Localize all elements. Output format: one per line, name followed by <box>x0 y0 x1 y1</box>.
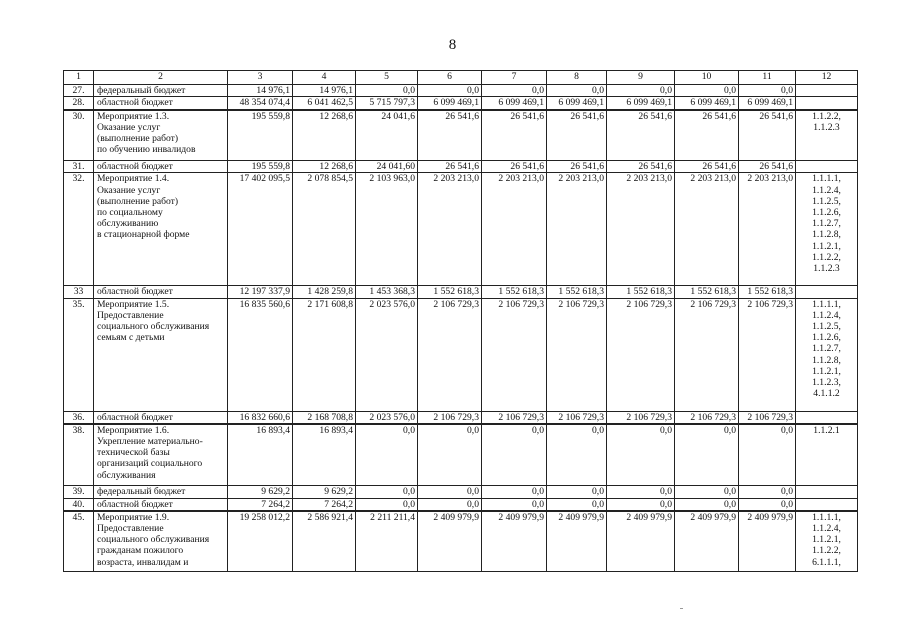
table-row <box>64 424 858 486</box>
value-cell: 26 541,6 <box>547 161 607 173</box>
value-cell: 1 552 618,3 <box>418 286 482 298</box>
target-indicator-cell <box>796 498 858 511</box>
value-cell: 9 629,2 <box>228 486 293 498</box>
row-number: 36. <box>64 411 94 424</box>
value-cell: 2 203 213,0 <box>607 173 675 286</box>
value-cell: 0,0 <box>482 85 547 97</box>
value-cell: 0,0 <box>547 424 607 486</box>
value-cell: 1 453 368,3 <box>356 286 418 298</box>
row-name: областной бюджет <box>94 161 228 173</box>
value-cell: 2 106 729,3 <box>607 411 675 424</box>
table-row <box>64 298 858 411</box>
column-number: 10 <box>675 71 739 85</box>
column-number: 12 <box>796 71 858 85</box>
value-cell: 2 106 729,3 <box>418 411 482 424</box>
value-cell: 2 106 729,3 <box>547 411 607 424</box>
row-name: Мероприятие 1.4. Оказание услуг (выполнение работ) по социальному обслуживанию в стационарной форме <box>94 173 228 286</box>
value-cell: 0,0 <box>739 424 796 486</box>
value-cell: 26 541,6 <box>547 110 607 161</box>
value-cell: 2 409 979,9 <box>547 511 607 572</box>
row-name: областной бюджет <box>94 286 228 298</box>
value-cell: 17 402 095,5 <box>228 173 293 286</box>
value-cell: 12 197 337,9 <box>228 286 293 298</box>
column-number: 3 <box>228 71 293 85</box>
column-number: 6 <box>418 71 482 85</box>
value-cell: 26 541,6 <box>739 110 796 161</box>
row-number: 45. <box>64 511 94 572</box>
value-cell: 0,0 <box>547 498 607 511</box>
value-cell: 26 541,6 <box>739 161 796 173</box>
row-name: Мероприятие 1.6. Укрепление материально- технической базы организаций социального обслуживания <box>94 424 228 486</box>
target-indicator-cell <box>796 161 858 173</box>
value-cell: 2 106 729,3 <box>418 298 482 411</box>
value-cell: 2 203 213,0 <box>547 173 607 286</box>
value-cell: 26 541,6 <box>675 110 739 161</box>
target-indicator-cell: 1.1.1.1, 1.1.2.4, 1.1.2.5, 1.1.2.6, 1.1.2.7, 1.1.2.8, 1.1.2.1, 1.1.2.3, 4.1.1.2 <box>796 298 858 411</box>
table-row <box>64 498 858 511</box>
column-number: 5 <box>356 71 418 85</box>
column-number: 9 <box>607 71 675 85</box>
value-cell: 1 552 618,3 <box>482 286 547 298</box>
table-row <box>64 486 858 498</box>
column-number: 7 <box>482 71 547 85</box>
table-row <box>64 161 858 173</box>
value-cell: 2 168 708,8 <box>293 411 356 424</box>
target-indicator-cell <box>796 486 858 498</box>
value-cell: 0,0 <box>356 85 418 97</box>
value-cell: 0,0 <box>418 85 482 97</box>
row-name: Мероприятие 1.3. Оказание услуг (выполнение работ) по обучению инвалидов <box>94 110 228 161</box>
value-cell: 26 541,6 <box>607 161 675 173</box>
value-cell: 2 106 729,3 <box>547 298 607 411</box>
row-number: 33 <box>64 286 94 298</box>
value-cell: 2 023 576,0 <box>356 298 418 411</box>
column-number-row <box>64 71 858 85</box>
value-cell: 2 171 608,8 <box>293 298 356 411</box>
value-cell: 16 893,4 <box>228 424 293 486</box>
row-number: 35. <box>64 298 94 411</box>
value-cell: 26 541,6 <box>418 110 482 161</box>
value-cell: 19 258 012,2 <box>228 511 293 572</box>
value-cell: 0,0 <box>675 85 739 97</box>
value-cell: 6 099 469,1 <box>607 97 675 110</box>
column-number: 8 <box>547 71 607 85</box>
value-cell: 2 106 729,3 <box>675 298 739 411</box>
value-cell: 0,0 <box>607 486 675 498</box>
value-cell: 14 976,1 <box>228 85 293 97</box>
value-cell: 2 409 979,9 <box>482 511 547 572</box>
value-cell: 2 203 213,0 <box>418 173 482 286</box>
value-cell: 2 203 213,0 <box>739 173 796 286</box>
value-cell: 2 409 979,9 <box>739 511 796 572</box>
value-cell: 6 099 469,1 <box>418 97 482 110</box>
value-cell: 2 211 211,4 <box>356 511 418 572</box>
value-cell: 26 541,6 <box>675 161 739 173</box>
value-cell: 6 099 469,1 <box>739 97 796 110</box>
target-indicator-cell <box>796 85 858 97</box>
table-row <box>64 286 858 298</box>
column-number: 4 <box>293 71 356 85</box>
column-number: 2 <box>94 71 228 85</box>
column-number: 1 <box>64 71 94 85</box>
value-cell: 2 106 729,3 <box>482 411 547 424</box>
value-cell: 2 409 979,9 <box>607 511 675 572</box>
row-name: федеральный бюджет <box>94 486 228 498</box>
value-cell: 6 099 469,1 <box>675 97 739 110</box>
table-row <box>64 97 858 110</box>
row-number: 30. <box>64 110 94 161</box>
value-cell: 2 409 979,9 <box>418 511 482 572</box>
value-cell: 0,0 <box>739 498 796 511</box>
row-number: 27. <box>64 85 94 97</box>
value-cell: 2 586 921,4 <box>293 511 356 572</box>
row-name: федеральный бюджет <box>94 85 228 97</box>
row-name: Мероприятие 1.9. Предоставление социального обслуживания гражданам пожилого возраста, инвалидам и <box>94 511 228 572</box>
value-cell: 2 203 213,0 <box>482 173 547 286</box>
row-number: 40. <box>64 498 94 511</box>
target-indicator-cell: 1.1.1.1, 1.1.2.4, 1.1.2.1, 1.1.2.2, 6.1.1.1, <box>796 511 858 572</box>
value-cell: 0,0 <box>607 498 675 511</box>
row-name: областной бюджет <box>94 97 228 110</box>
table-row <box>64 411 858 424</box>
value-cell: 6 099 469,1 <box>547 97 607 110</box>
value-cell: 195 559,8 <box>228 110 293 161</box>
row-number: 39. <box>64 486 94 498</box>
value-cell: 2 409 979,9 <box>675 511 739 572</box>
value-cell: 16 893,4 <box>293 424 356 486</box>
scan-mark <box>680 608 683 609</box>
table-row <box>64 85 858 97</box>
value-cell: 195 559,8 <box>228 161 293 173</box>
value-cell: 0,0 <box>675 498 739 511</box>
table-row <box>64 511 858 572</box>
value-cell: 16 832 660,6 <box>228 411 293 424</box>
value-cell: 16 835 560,6 <box>228 298 293 411</box>
value-cell: 7 264,2 <box>228 498 293 511</box>
value-cell: 48 354 074,4 <box>228 97 293 110</box>
value-cell: 5 715 797,3 <box>356 97 418 110</box>
row-number: 31. <box>64 161 94 173</box>
value-cell: 2 023 576,0 <box>356 411 418 424</box>
value-cell: 0,0 <box>356 424 418 486</box>
row-number: 38. <box>64 424 94 486</box>
value-cell: 9 629,2 <box>293 486 356 498</box>
value-cell: 0,0 <box>739 85 796 97</box>
value-cell: 26 541,6 <box>418 161 482 173</box>
value-cell: 1 552 618,3 <box>675 286 739 298</box>
value-cell: 1 552 618,3 <box>547 286 607 298</box>
value-cell: 24 041,60 <box>356 161 418 173</box>
value-cell: 2 106 729,3 <box>739 411 796 424</box>
value-cell: 0,0 <box>482 424 547 486</box>
value-cell: 0,0 <box>547 85 607 97</box>
target-indicator-cell <box>796 286 858 298</box>
value-cell: 2 203 213,0 <box>675 173 739 286</box>
value-cell: 26 541,6 <box>607 110 675 161</box>
target-indicator-cell: 1.1.1.1, 1.1.2.4, 1.1.2.5, 1.1.2.6, 1.1.2.7, 1.1.2.8, 1.1.2.1, 1.1.2.2, 1.1.2.3 <box>796 173 858 286</box>
target-indicator-cell: 1.1.2.1 <box>796 424 858 486</box>
budget-table <box>63 70 858 572</box>
row-number: 28. <box>64 97 94 110</box>
value-cell: 0,0 <box>356 498 418 511</box>
value-cell: 2 103 963,0 <box>356 173 418 286</box>
value-cell: 0,0 <box>356 486 418 498</box>
value-cell: 0,0 <box>739 486 796 498</box>
column-number: 11 <box>739 71 796 85</box>
value-cell: 2 078 854,5 <box>293 173 356 286</box>
row-name: областной бюджет <box>94 498 228 511</box>
value-cell: 26 541,6 <box>482 161 547 173</box>
value-cell: 1 552 618,3 <box>607 286 675 298</box>
row-name: Мероприятие 1.5. Предоставление социального обслуживания семьям с детьми <box>94 298 228 411</box>
value-cell: 14 976,1 <box>293 85 356 97</box>
value-cell: 0,0 <box>675 486 739 498</box>
value-cell: 2 106 729,3 <box>482 298 547 411</box>
value-cell: 1 552 618,3 <box>739 286 796 298</box>
value-cell: 6 041 462,5 <box>293 97 356 110</box>
value-cell: 0,0 <box>418 486 482 498</box>
value-cell: 0,0 <box>418 424 482 486</box>
target-indicator-cell <box>796 97 858 110</box>
value-cell: 6 099 469,1 <box>482 97 547 110</box>
value-cell: 2 106 729,3 <box>675 411 739 424</box>
value-cell: 12 268,6 <box>293 110 356 161</box>
table-row <box>64 110 858 161</box>
target-indicator-cell: 1.1.2.2, 1.1.2.3 <box>796 110 858 161</box>
value-cell: 24 041,6 <box>356 110 418 161</box>
value-cell: 0,0 <box>482 498 547 511</box>
table-row <box>64 173 858 286</box>
value-cell: 0,0 <box>675 424 739 486</box>
value-cell: 0,0 <box>607 85 675 97</box>
value-cell: 0,0 <box>418 498 482 511</box>
page-number: 8 <box>448 37 457 53</box>
value-cell: 12 268,6 <box>293 161 356 173</box>
row-name: областной бюджет <box>94 411 228 424</box>
value-cell: 1 428 259,8 <box>293 286 356 298</box>
target-indicator-cell <box>796 411 858 424</box>
value-cell: 0,0 <box>547 486 607 498</box>
value-cell: 26 541,6 <box>482 110 547 161</box>
value-cell: 2 106 729,3 <box>607 298 675 411</box>
value-cell: 0,0 <box>482 486 547 498</box>
value-cell: 7 264,2 <box>293 498 356 511</box>
value-cell: 0,0 <box>607 424 675 486</box>
row-number: 32. <box>64 173 94 286</box>
value-cell: 2 106 729,3 <box>739 298 796 411</box>
